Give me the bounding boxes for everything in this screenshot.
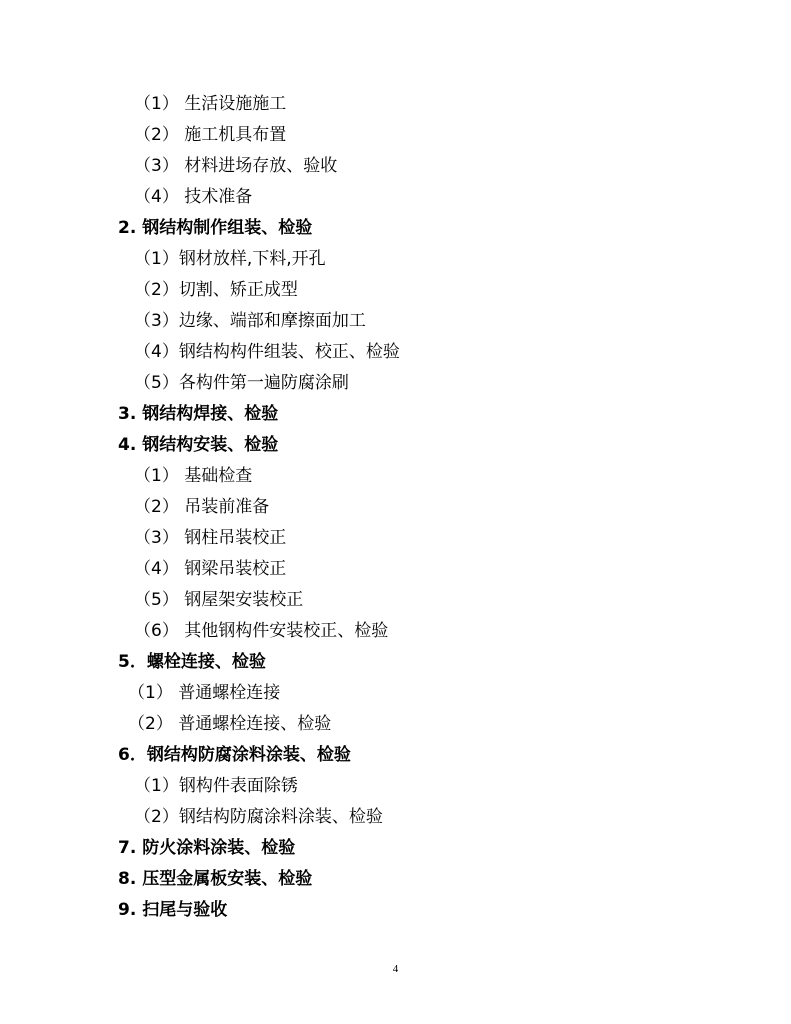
list-item: （4） 钢梁吊装校正 [134,559,287,579]
list-item: （1） 生活设施施工 [134,94,287,114]
list-item: （3） 材料进场存放、验收 [134,156,338,176]
list-item: （2） 吊装前准备 [134,497,270,517]
list-item: （6） 其他钢构件安装校正、检验 [134,621,389,641]
section-heading: 8. 压型金属板安装、检验 [118,869,313,889]
list-item: （3）边缘、端部和摩擦面加工 [134,311,366,331]
list-item: （1）钢材放样,下料,开孔 [134,249,326,269]
section-heading: 5．螺栓连接、检验 [118,652,266,672]
list-item: （2） 施工机具布置 [134,125,287,145]
section-heading: 7. 防火涂料涂装、检验 [118,838,296,858]
list-item: （1） 普通螺栓连接 [128,683,281,703]
list-item: （5） 钢屋架安装校正 [134,590,304,610]
list-item: （5）各构件第一遍防腐涂刷 [134,373,349,393]
section-heading: 9. 扫尾与验收 [118,900,228,920]
list-item: （2） 普通螺栓连接、检验 [128,714,332,734]
list-item: （4）钢结构构件组装、校正、检验 [134,342,400,362]
list-item: （1） 基础检查 [134,466,253,486]
section-heading: 2. 钢结构制作组装、检验 [118,218,313,238]
list-item: （2）切割、矫正成型 [134,280,298,300]
section-heading: 6．钢结构防腐涂料涂装、检验 [118,745,351,765]
section-heading: 3. 钢结构焊接、检验 [118,404,279,424]
list-item: （4） 技术准备 [134,187,253,207]
list-item: （1）钢构件表面除锈 [134,776,298,796]
page-number: 4 [392,963,399,975]
list-item: （3） 钢柱吊装校正 [134,528,287,548]
section-heading: 4. 钢结构安装、检验 [118,435,279,455]
list-item: （2）钢结构防腐涂料涂装、检验 [134,807,383,827]
